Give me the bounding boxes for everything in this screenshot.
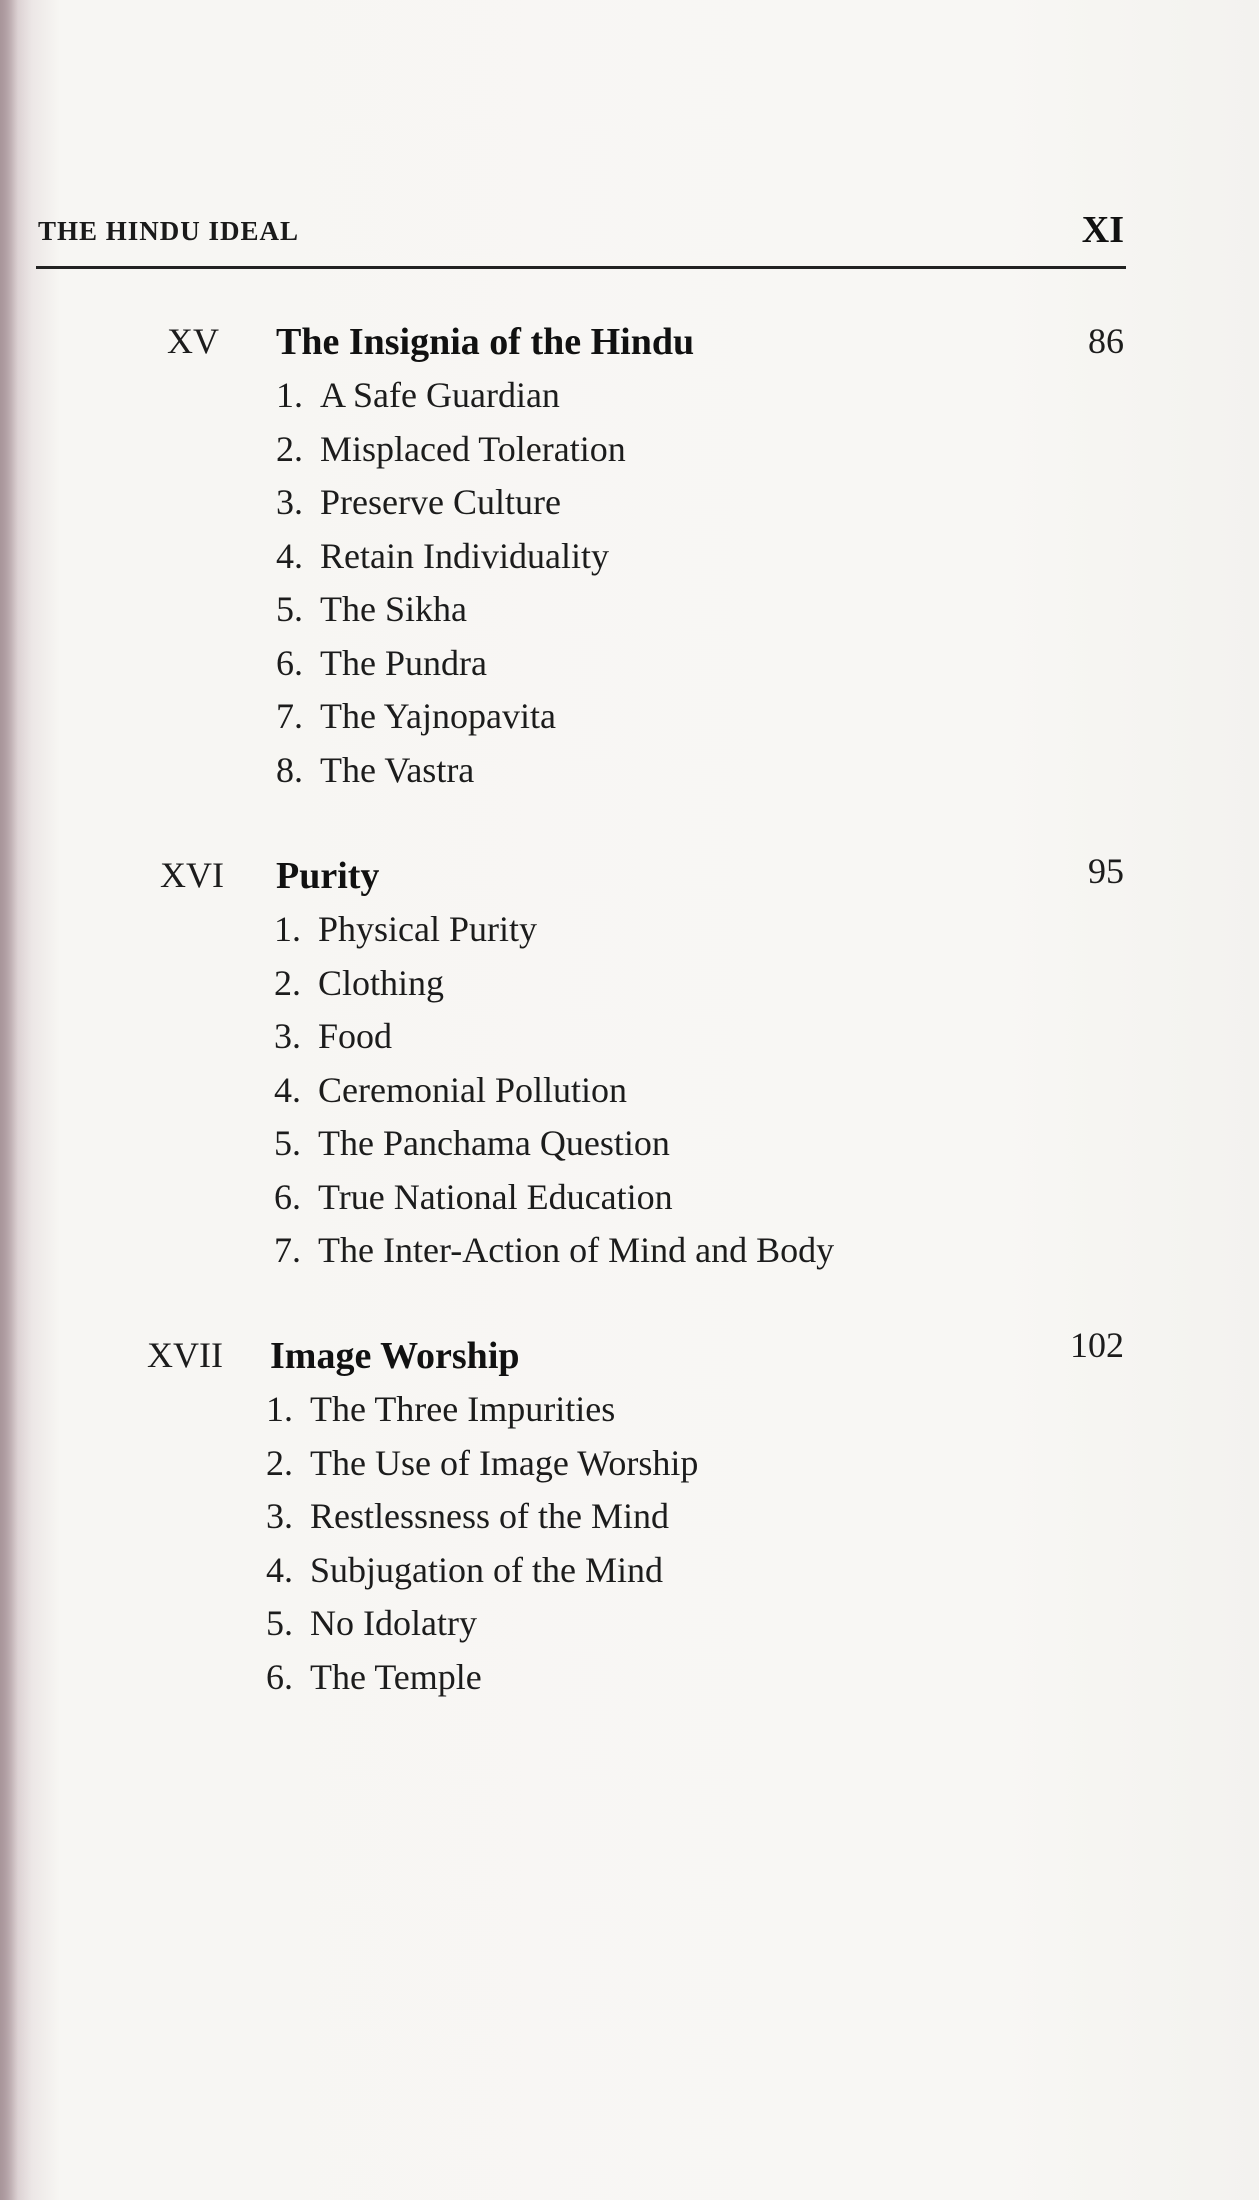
- chapter-title: The Insignia of the Hindu: [276, 321, 695, 363]
- list-item: 2. Clothing: [274, 962, 445, 1003]
- list-item: 6. The Pundra: [276, 642, 487, 683]
- chapter-title: Purity: [276, 855, 380, 897]
- list-item: 4. Subjugation of the Mind: [266, 1549, 663, 1590]
- running-head: THE HINDU IDEAL: [38, 216, 300, 246]
- list-item: 7. The Inter-Action of Mind and Body: [274, 1230, 835, 1270]
- section-list: [266, 1388, 698, 1709]
- list-item: 1. A Safe Guardian: [276, 375, 560, 415]
- spine-shadow: [0, 0, 18, 2200]
- chapter-number: XV: [167, 321, 219, 361]
- chapter-page-number: 95: [1088, 851, 1124, 891]
- list-item: 2. Misplaced Toleration: [276, 428, 626, 469]
- list-item: 4. Ceremonial Pollution: [274, 1069, 627, 1110]
- chapter-title: Image Worship: [270, 1335, 520, 1377]
- section-list: [276, 374, 626, 802]
- chapter-page-number: 86: [1088, 321, 1124, 361]
- list-item: 1. Physical Purity: [274, 909, 538, 949]
- header-rule: [36, 266, 1126, 269]
- list-item: 3. Restlessness of the Mind: [266, 1496, 669, 1536]
- list-item: 4. Retain Individuality: [276, 535, 609, 576]
- list-item: 2. The Use of Image Worship: [266, 1442, 699, 1483]
- list-item: 6. The Temple: [266, 1656, 482, 1697]
- list-item: 7. The Yajnopavita: [276, 696, 556, 736]
- list-item: 3. Preserve Culture: [276, 482, 561, 522]
- list-item: 5. No Idolatry: [266, 1603, 477, 1643]
- chapter-number: XVI: [160, 855, 224, 895]
- list-item: 8. The Vastra: [276, 749, 475, 790]
- list-item: 5. The Panchama Question: [274, 1123, 670, 1163]
- list-item: 5. The Sikha: [276, 589, 467, 629]
- chapter-number: XVII: [147, 1335, 223, 1375]
- list-item: 3. Food: [274, 1016, 393, 1056]
- chapter-page-number: 102: [1070, 1325, 1124, 1365]
- list-item: 6. True National Education: [274, 1176, 673, 1217]
- page-folio: XI: [1081, 209, 1124, 251]
- section-list: [274, 908, 834, 1283]
- list-item: 1. The Three Impurities: [266, 1389, 616, 1429]
